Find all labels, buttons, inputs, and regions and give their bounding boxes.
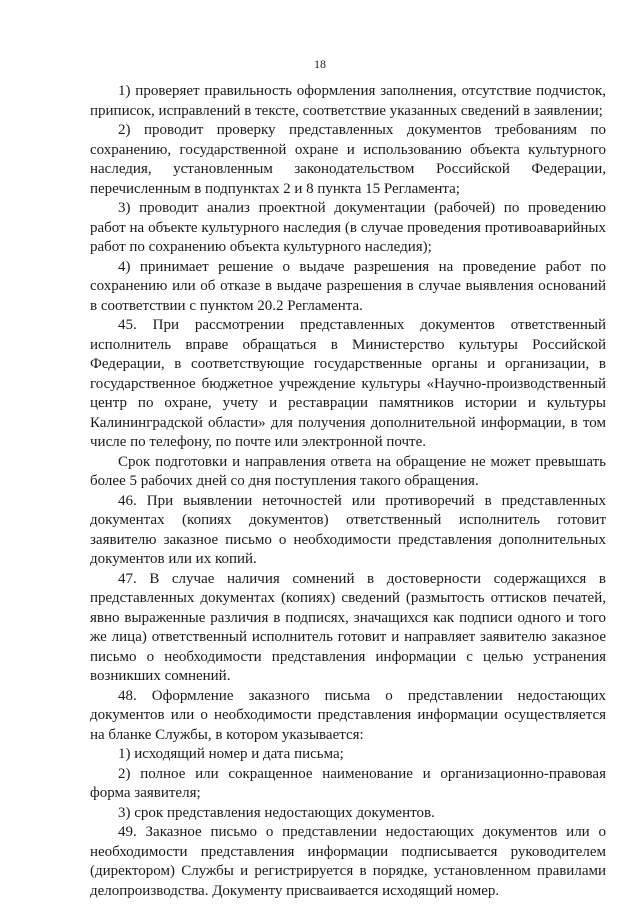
paragraph-response-term: Срок подготовки и направления ответа на обращение не может превышать более 5 рабочих дней со дня поступления такого обращения.: [90, 453, 606, 489]
paragraph-46: 46. При выявлении неточностей или противоречий в представленных документах (копиях документов) ответственный исполнитель готовит заявителю заказное письмо о необходимости представления дополнительных документов или их копий.: [90, 492, 606, 567]
paragraph-item-1: 1) проверяет правильность оформления заполнения, отсутствие подчисток, приписок, исправлений в тексте, соответствие указанных сведений в заявлении;: [90, 83, 606, 119]
paragraph-48: 48. Оформление заказного письма о представлении недостающих документов или о необходимости представления информации осуществляется на бланке Службы, в котором указывается:: [90, 687, 606, 743]
paragraph-48-item-2: 2) полное или сокращенное наименование и организационно-правовая форма заявителя;: [90, 765, 606, 801]
paragraph-45: 45. При рассмотрении представленных документов ответственный исполнитель вправе обращаться в Министерство культуры Российской Федерации, в соответствующие государственные органы и организации, в государственное бюджетное учреждение культуры «Научно-производственный центр по охране, учету и реставрации памятников истории и культуры Калининградской области» для получения дополнительной информации, в том числе по телефону, по почте или электронной почте.: [90, 317, 606, 450]
paragraph-item-2: 2) проводит проверку представленных документов требованиям по сохранению, государственной охране и использованию объекта культурного наследия, установленным законодательством Российской Федерации, перечисленным в подпунктах 2 и 8 пункта 15 Регламента;: [90, 122, 606, 197]
paragraph-47: 47. В случае наличия сомнений в достоверности содержащихся в представленных документах (копиях) сведений (размытость оттисков печатей, явно выраженные различия в подписях, значащихся как подписи одного и того же лица) ответственный исполнитель готовит и направляет заявителю заказное письмо о необходимости представления информации с целью устранения возникших сомнений.: [90, 570, 606, 684]
paragraph-item-4: 4) принимает решение о выдаче разрешения на проведение работ по сохранению или об отказе в выдаче разрешения в случае выявления оснований в соответствии с пунктом 20.2 Регламента.: [90, 258, 606, 314]
paragraph-48-item-3: 3) срок представления недостающих документов.: [118, 804, 435, 821]
paragraph-49: 49. Заказное письмо о представлении недостающих документов или о необходимости представления информации подписывается руководителем (директором) Службы и регистрируется в порядке, установленном правилами делопроизводства. Документу присваивается исходящий номер.: [90, 824, 606, 899]
page-number: 18: [314, 57, 326, 71]
paragraph-48-item-1: 1) исходящий номер и дата письма;: [118, 746, 344, 762]
document-body: [90, 82, 606, 901]
paragraph-item-3: 3) проводит анализ проектной документации (рабочей) по проведению работ на объекте культурного наследия (в случае проведения противоаварийных работ по сохранению объекта культурного наследия);: [90, 200, 606, 255]
